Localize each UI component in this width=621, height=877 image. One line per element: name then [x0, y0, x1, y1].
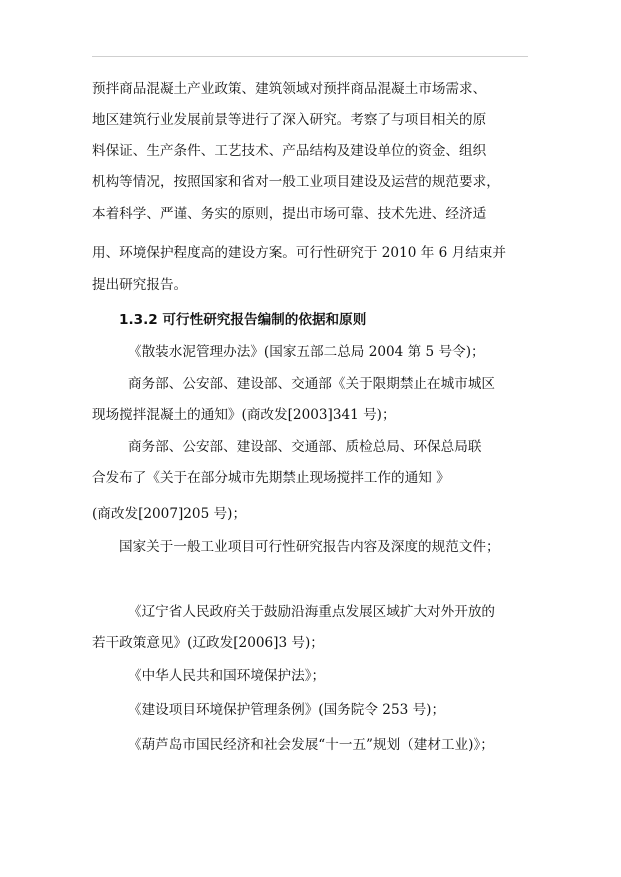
paragraph-line: 本着科学、严谨、务实的原则，提出市场可靠、技术先进、经济适	[92, 206, 487, 222]
paragraph-line: 提出研究报告。	[92, 277, 188, 293]
basis-item: 《中华人民共和国环境保护法》；	[128, 668, 326, 684]
paragraph-line: 预拌商品混凝土产业政策、建筑领域对预拌商品混凝土市场需求、	[92, 81, 487, 97]
basis-item: (商改发[2007]205 号)；	[92, 506, 247, 522]
paragraph-line: 用、环境保护程度高的建设方案。可行性研究于 2010 年 6 月结束并	[92, 245, 506, 261]
paragraph-line: 地区建筑行业发展前景等进行了深入研究。考察了与项目相关的原	[92, 112, 487, 128]
basis-item: 现场搅拌混凝土的通知》(商改发[2003]341 号)；	[92, 407, 396, 423]
basis-item: 若干政策意见》(辽政发[2006]3 号)；	[92, 635, 324, 651]
basis-item: 《辽宁省人民政府关于鼓励沿海重点发展区域扩大对外开放的	[128, 604, 496, 620]
basis-item: 合发布了《关于在部分城市先期禁止现场搅拌工作的通知 》	[92, 470, 450, 486]
basis-item: 商务部、公安部、建设部、交通部《关于限期禁止在城市城区	[128, 376, 496, 392]
paragraph-line: 机构等情况，按照国家和省对一般工业项目建设及运营的规范要求，	[92, 174, 500, 190]
header-rule	[92, 56, 528, 57]
basis-item: 《建设项目环境保护管理条例》(国务院令 253 号)；	[128, 702, 446, 718]
basis-item: 商务部、公安部、建设部、交通部、质检总局、环保总局联	[128, 439, 482, 455]
basis-item: 《散装水泥管理办法》(国家五部二总局 2004 第 5 号令)；	[128, 344, 485, 360]
section-heading: 1.3.2 可行性研究报告编制的依据和原则	[119, 312, 367, 328]
paragraph-line: 料保证、生产条件、工艺技术、产品结构及建设单位的资金、组织	[92, 143, 487, 159]
basis-item: 国家关于一般工业项目可行性研究报告内容及深度的规范文件；	[119, 539, 500, 555]
basis-item: 《葫芦岛市国民经济和社会发展“十一五”规划（建材工业)》；	[128, 737, 494, 753]
